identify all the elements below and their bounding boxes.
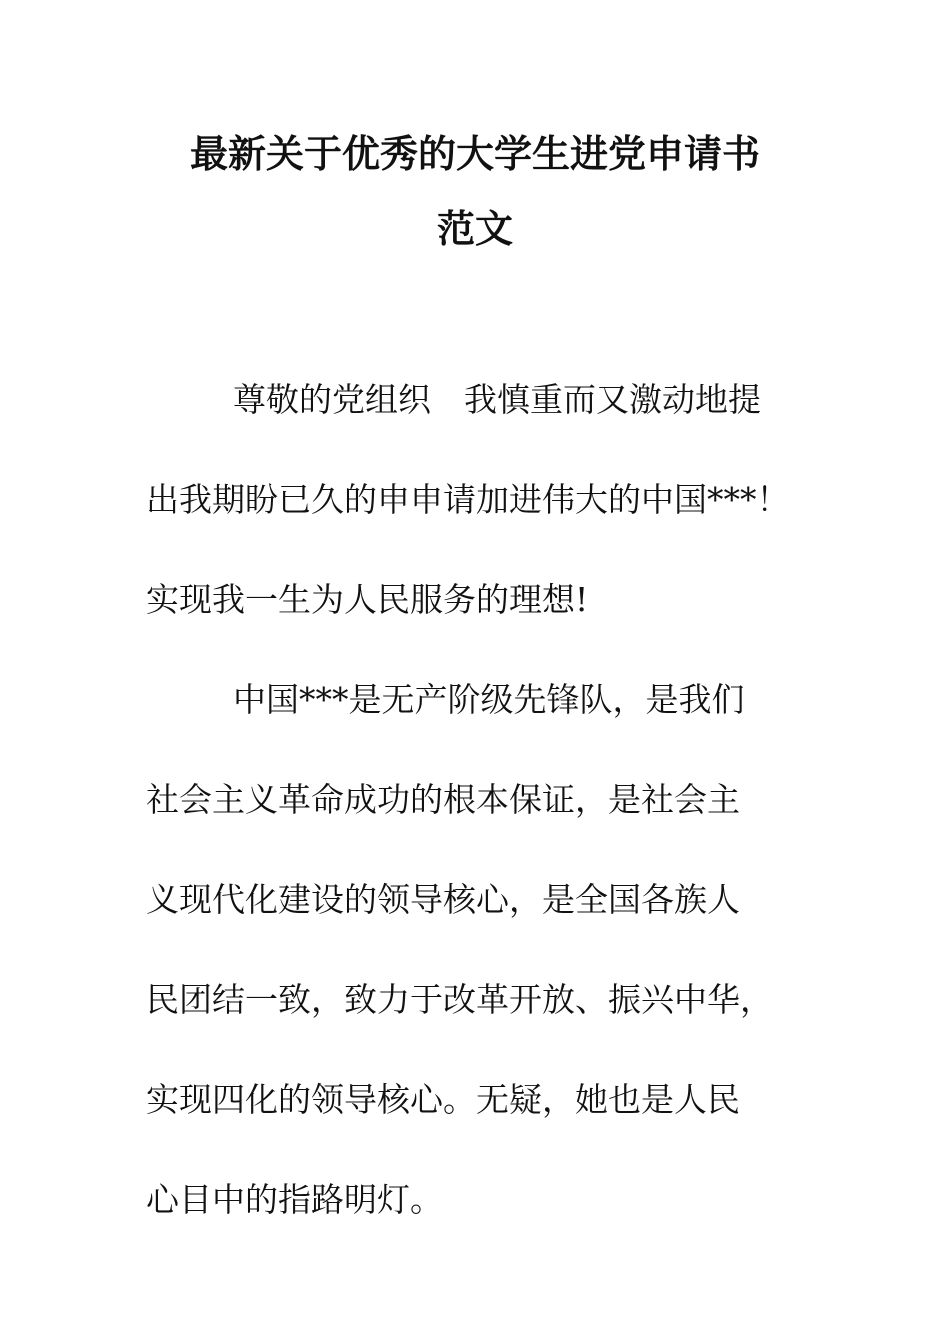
document-title-line-1: 最新关于优秀的大学生进党申请书 [189,131,760,176]
body-line-5: 社会主义革命成功的根本保证，是社会主 [146,780,740,819]
body-line-6: 义现代化建设的领导核心，是全国各族人 [146,880,740,919]
document-title-line-2: 范文 [436,206,513,251]
body-line-4: 中国***是无产阶级先锋队，是我们 [233,680,745,719]
body-line-3: 实现我一生为人民服务的理想! [146,580,589,619]
body-line-8: 实现四化的领导核心。无疑，她也是人民 [146,1080,740,1119]
body-line-1: 尊敬的党组织 我慎重而又激动地提 [233,380,761,419]
body-line-2: 出我期盼已久的申申请加进伟大的中国***！ [146,480,790,519]
body-line-9: 心目中的指路明灯。 [146,1180,443,1219]
body-line-7: 民团结一致，致力于改革开放、振兴中华， [146,980,773,1019]
